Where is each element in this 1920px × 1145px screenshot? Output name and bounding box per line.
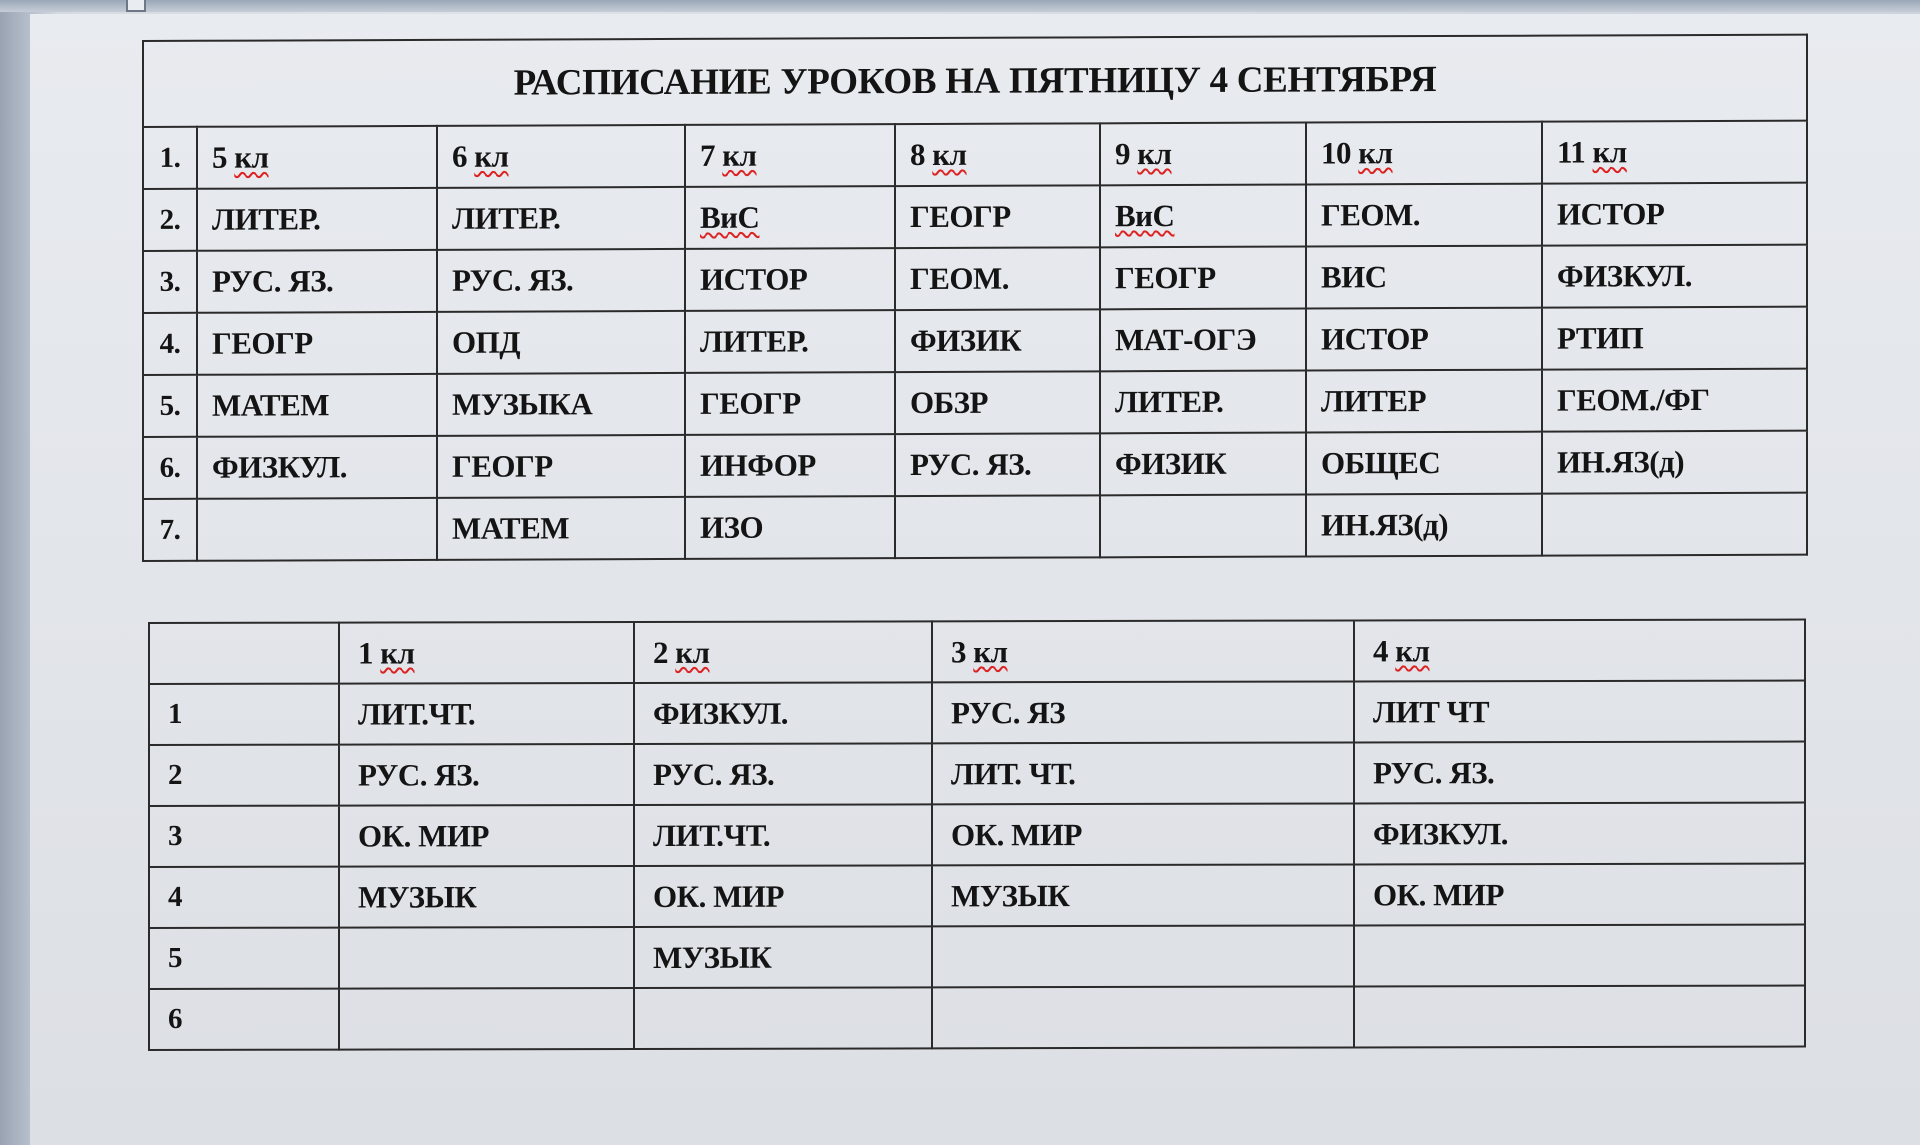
subject-cell: РУС. ЯЗ. xyxy=(634,743,932,805)
subject-label: МАТЕМ xyxy=(452,510,570,546)
subject-cell xyxy=(437,249,685,312)
subject-cell xyxy=(1100,371,1306,434)
subject-label: ИСТОР xyxy=(700,261,808,297)
class-header xyxy=(339,622,634,684)
subject-label: ЛИТЕР xyxy=(1321,383,1427,419)
subject-label: ИЗО xyxy=(700,509,764,545)
lesson-number: 2. xyxy=(143,189,197,251)
lesson-number: 5 xyxy=(149,928,339,989)
subject-cell: ОК. МИР xyxy=(339,805,634,867)
subject-label: ИНФОР xyxy=(700,447,816,483)
subject-label: ЛИТЕР. xyxy=(452,200,561,236)
subject-cell xyxy=(437,435,685,498)
class-suffix: кл xyxy=(1358,135,1393,171)
class-number: 2 xyxy=(653,634,668,670)
subject-label: ГЕОМ. xyxy=(910,260,1010,297)
subject-label: ГЕОГР xyxy=(452,448,553,484)
subject-label: ФИЗИК xyxy=(1115,445,1227,482)
subject-cell xyxy=(685,372,895,435)
schedule-table-junior xyxy=(148,619,1806,1051)
subject-cell xyxy=(1354,925,1805,987)
class-suffix: кл xyxy=(234,139,269,175)
subject-label: ЛИТЕР. xyxy=(212,201,321,237)
class-suffix: кл xyxy=(675,634,710,670)
subject-cell xyxy=(437,373,685,436)
class-number: 8 xyxy=(910,136,925,173)
subject-cell: ЛИТ.ЧТ. xyxy=(339,683,634,745)
table-row xyxy=(143,431,1807,499)
lesson-number: 3 xyxy=(149,806,339,867)
lesson-number: 1 xyxy=(149,684,339,745)
class-number: 1 xyxy=(358,635,373,671)
subject-label: ИСТОР xyxy=(1321,321,1429,357)
subject-label: ГЕОГР xyxy=(910,198,1011,235)
subject-cell xyxy=(1306,370,1542,433)
subject-cell: РУС. ЯЗ. xyxy=(339,744,634,806)
lesson-number: 4. xyxy=(143,313,197,375)
subject-cell xyxy=(339,927,634,989)
subject-cell xyxy=(685,248,895,311)
lesson-number: 4 xyxy=(149,867,339,928)
subject-cell xyxy=(1306,246,1542,309)
lesson-number: 3. xyxy=(143,251,197,313)
subject-cell xyxy=(932,925,1354,987)
subject-cell: МУЗЫК xyxy=(932,864,1354,926)
subject-cell xyxy=(895,247,1100,310)
table-row xyxy=(149,925,1805,989)
class-number: 6 xyxy=(452,138,467,174)
table-row xyxy=(149,742,1805,806)
class-suffix: кл xyxy=(474,138,509,174)
class-header xyxy=(1542,121,1807,184)
table-row xyxy=(143,183,1807,251)
class-number: 7 xyxy=(700,137,715,173)
lesson-number: 7. xyxy=(143,499,197,561)
subject-label: ФИЗКУЛ. xyxy=(1557,258,1692,294)
subject-cell xyxy=(1306,184,1542,247)
subject-cell xyxy=(197,250,437,313)
schedule-table-senior xyxy=(142,34,1808,562)
subject-label: РУС. ЯЗ. xyxy=(452,262,574,298)
class-suffix: кл xyxy=(932,136,967,172)
subject-cell xyxy=(685,186,895,249)
class-header xyxy=(1354,620,1805,682)
table-row xyxy=(149,864,1805,928)
class-suffix: кл xyxy=(1592,134,1627,170)
table-row xyxy=(149,803,1805,867)
subject-cell: РУС. ЯЗ. xyxy=(1354,742,1805,804)
class-number: 9 xyxy=(1115,136,1130,172)
lesson-number: 6 xyxy=(149,989,339,1050)
class-suffix: кл xyxy=(973,633,1008,669)
subject-cell xyxy=(1306,308,1542,371)
lesson-number: 1. xyxy=(143,127,197,189)
class-number: 5 xyxy=(212,139,227,175)
class-header xyxy=(197,126,437,189)
corner-cell xyxy=(149,623,339,684)
ruler-marker xyxy=(126,0,146,12)
subject-cell xyxy=(197,436,437,499)
subject-cell xyxy=(895,371,1100,434)
subject-label: МУЗЫКА xyxy=(452,386,593,422)
subject-label: ВиС xyxy=(1115,198,1175,234)
subject-label: РУС. ЯЗ. xyxy=(910,446,1032,483)
class-number: 10 xyxy=(1321,135,1351,171)
subject-cell xyxy=(437,187,685,250)
subject-cell: ОК. МИР xyxy=(1354,864,1805,926)
table-header-row xyxy=(149,620,1805,684)
subject-label: ГЕОГР xyxy=(212,325,313,361)
subject-label: ЛИТЕР. xyxy=(700,323,809,359)
table-row xyxy=(143,121,1807,189)
subject-cell xyxy=(197,312,437,375)
class-number: 3 xyxy=(951,633,966,669)
subject-label: ИСТОР xyxy=(1557,196,1665,232)
schedule-title: РАСПИСАНИЕ УРОКОВ НА ПЯТНИЦУ 4 СЕНТЯБРЯ xyxy=(143,35,1807,127)
subject-cell xyxy=(634,987,932,1049)
class-suffix: кл xyxy=(380,634,415,671)
schedule-body-junior xyxy=(149,620,1805,1050)
subject-cell xyxy=(1100,495,1306,558)
subject-cell xyxy=(1354,986,1805,1048)
subject-label: ВИС xyxy=(1321,259,1387,295)
subject-cell: МУЗЫК xyxy=(634,926,932,988)
subject-cell: ЛИТ. ЧТ. xyxy=(932,742,1354,804)
subject-cell xyxy=(1542,369,1807,432)
subject-label: ЛИТЕР. xyxy=(1115,383,1224,420)
table-row xyxy=(143,369,1807,437)
subject-cell xyxy=(1100,185,1306,248)
subject-label: ОБЗР xyxy=(910,384,988,421)
subject-cell xyxy=(1542,183,1807,246)
subject-label: ОПД xyxy=(452,324,521,360)
subject-cell xyxy=(1100,309,1306,372)
subject-cell xyxy=(685,434,895,497)
subject-label: МАТ-ОГЭ xyxy=(1115,321,1257,358)
subject-cell xyxy=(197,374,437,437)
subject-label: ФИЗКУЛ. xyxy=(212,449,347,485)
subject-cell xyxy=(1542,245,1807,308)
class-suffix: кл xyxy=(1395,632,1430,668)
subject-cell: ЛИТ ЧТ xyxy=(1354,681,1805,743)
subject-cell xyxy=(1306,432,1542,495)
subject-label: ФИЗИК xyxy=(910,322,1022,359)
subject-label: ГЕОГР xyxy=(700,385,801,421)
subject-cell: ОК. МИР xyxy=(932,803,1354,865)
subject-cell: ОК. МИР xyxy=(634,865,932,927)
subject-cell: МУЗЫК xyxy=(339,866,634,928)
subject-label: ИН.ЯЗ(д) xyxy=(1321,506,1449,543)
class-header xyxy=(895,123,1100,186)
subject-label: ГЕОМ./ФГ xyxy=(1557,381,1710,418)
subject-cell: ЛИТ.ЧТ. xyxy=(634,804,932,866)
lesson-number: 2 xyxy=(149,745,339,806)
subject-label: ВиС xyxy=(700,199,760,235)
class-header xyxy=(932,620,1354,682)
subject-cell: ФИЗКУЛ. xyxy=(634,682,932,744)
subject-cell xyxy=(339,988,634,1050)
table-row xyxy=(149,681,1805,745)
subject-cell xyxy=(197,188,437,251)
subject-cell xyxy=(895,495,1100,558)
subject-label: ГЕОГР xyxy=(1115,259,1216,296)
subject-cell xyxy=(197,498,437,561)
subject-label: ОБЩЕС xyxy=(1321,445,1441,481)
table-row xyxy=(143,245,1807,313)
subject-label: МАТЕМ xyxy=(212,387,330,423)
subject-label: РУС. ЯЗ. xyxy=(212,263,334,299)
subject-cell xyxy=(1542,493,1807,556)
subject-cell xyxy=(1542,307,1807,370)
subject-cell xyxy=(1100,433,1306,496)
class-number: 11 xyxy=(1557,134,1586,170)
subject-label: ИН.ЯЗ(д) xyxy=(1557,444,1685,480)
subject-cell xyxy=(685,496,895,559)
subject-cell xyxy=(895,309,1100,372)
subject-cell xyxy=(437,311,685,374)
class-number: 4 xyxy=(1373,632,1388,668)
subject-cell: РУС. ЯЗ xyxy=(932,681,1354,743)
subject-label: РТИП xyxy=(1557,320,1644,356)
subject-cell xyxy=(437,497,685,560)
subject-cell xyxy=(1542,431,1807,494)
class-header xyxy=(634,621,932,683)
table-row xyxy=(143,307,1807,375)
subject-label: ГЕОМ. xyxy=(1321,197,1421,233)
subject-cell xyxy=(685,310,895,373)
document-ruler xyxy=(0,0,1920,12)
lesson-number: 6. xyxy=(143,437,197,499)
schedule-body-senior xyxy=(143,121,1807,561)
subject-cell: ФИЗКУЛ. xyxy=(1354,803,1805,865)
table-row xyxy=(149,986,1805,1050)
class-header xyxy=(685,124,895,187)
class-header xyxy=(1306,122,1542,185)
table-row xyxy=(143,493,1807,561)
class-suffix: кл xyxy=(722,137,757,173)
class-header xyxy=(1100,123,1306,186)
subject-cell xyxy=(895,433,1100,496)
subject-cell xyxy=(1306,494,1542,557)
subject-cell xyxy=(932,986,1354,1048)
subject-cell xyxy=(1100,247,1306,310)
class-header xyxy=(437,125,685,188)
lesson-number: 5. xyxy=(143,375,197,437)
class-suffix: кл xyxy=(1137,136,1172,172)
subject-cell xyxy=(895,185,1100,248)
